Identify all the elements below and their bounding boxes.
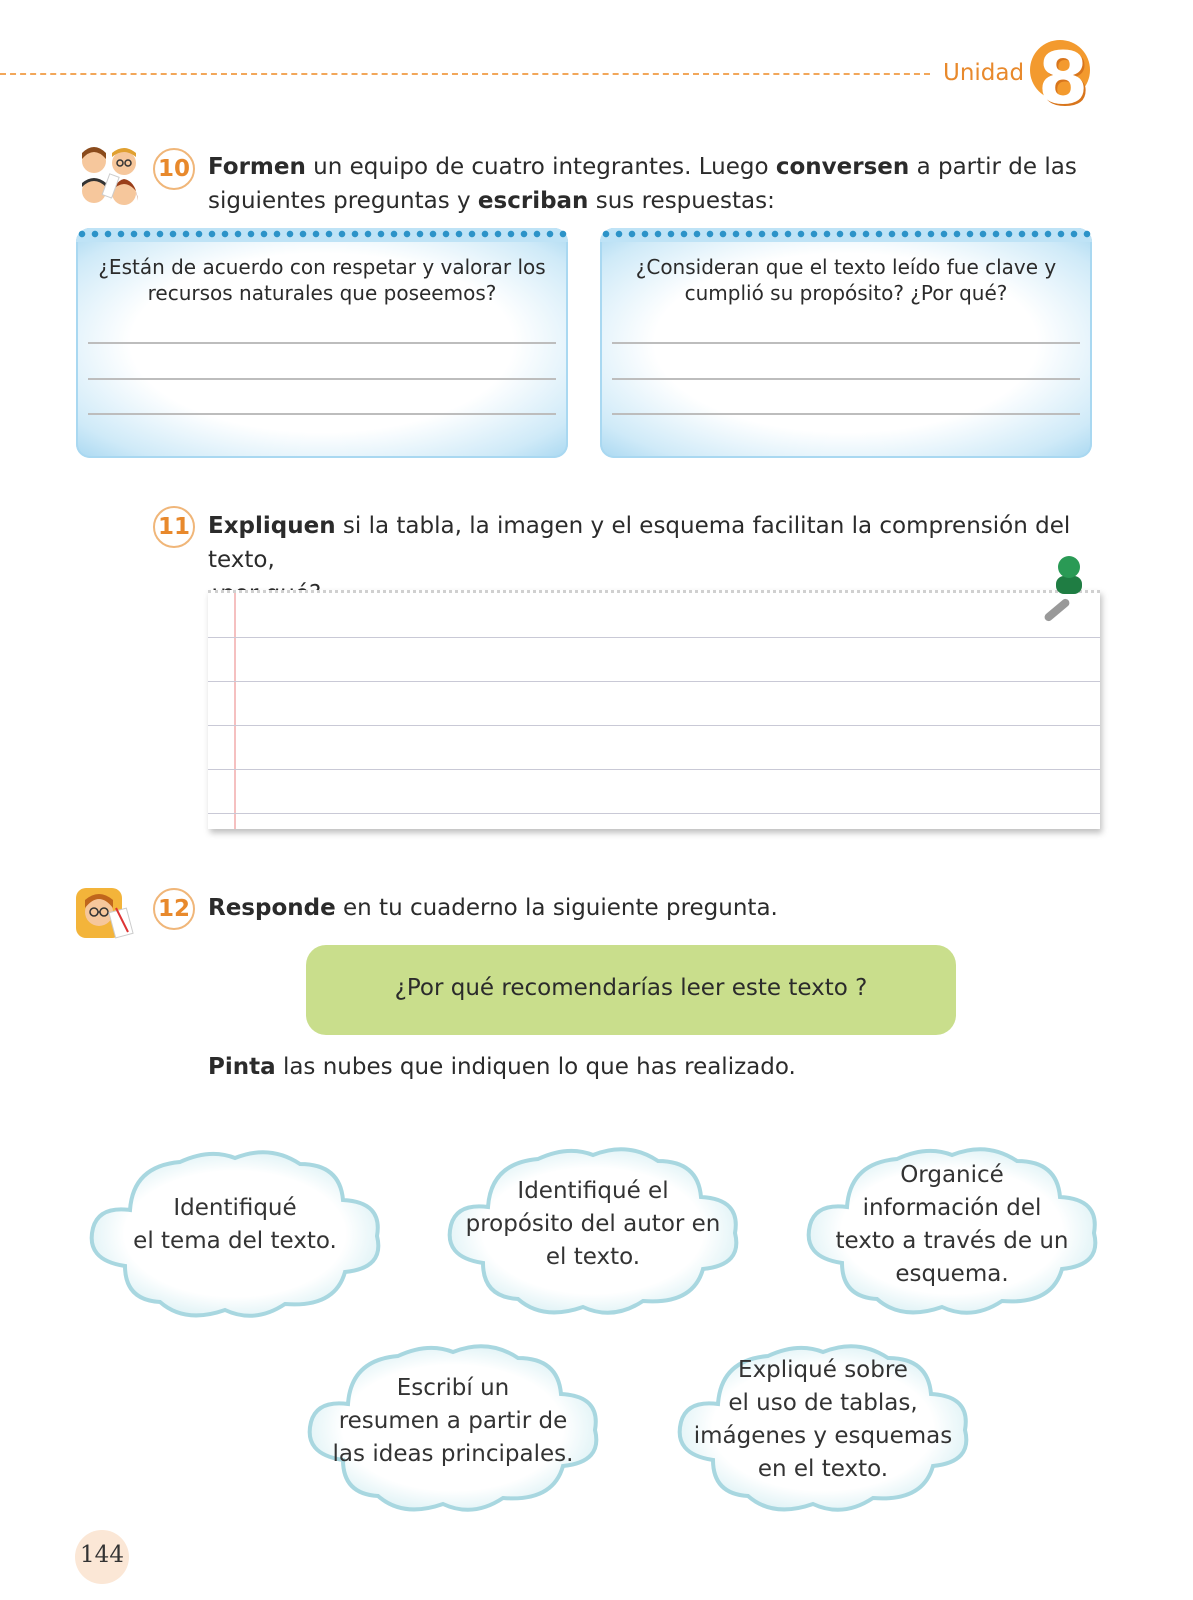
cloud-5-text	[673, 1354, 973, 1486]
paper-line-5	[208, 813, 1100, 814]
cloud-4-line-2: resumen a partir de	[338, 1408, 568, 1434]
cloud-3-line-4: esquema.	[895, 1261, 1009, 1287]
unit-number: 8	[1038, 36, 1089, 120]
page-number: 144	[80, 1542, 124, 1568]
paper-line-3	[208, 725, 1100, 726]
cloud-2-line-2: propósito del autor en	[465, 1211, 721, 1237]
card-1-question: ¿Están de acuerdo con respetar y valorar los recursos naturales que poseemos?	[98, 255, 546, 305]
cloud-3-line-1: Organicé	[900, 1162, 1004, 1188]
activity-10-text-1: un equipo de cuatro integrantes. Luego	[305, 154, 776, 180]
card-2-answer-line-3[interactable]	[612, 413, 1080, 415]
question-card-2	[600, 228, 1092, 458]
card-1-answer-line-2[interactable]	[88, 378, 556, 380]
card-2-spiral	[600, 224, 1092, 240]
notebook-paper-answer[interactable]	[208, 590, 1100, 829]
cloud-5-line-1: Expliqué sobre	[738, 1357, 908, 1383]
activity-11-verb-expliquen: Expliquen	[208, 513, 336, 539]
cloud-3[interactable]	[802, 1145, 1102, 1317]
cloud-1-text	[85, 1192, 385, 1258]
card-2-answer-line-1[interactable]	[612, 342, 1080, 344]
cloud-1-line-1: Identifiqué	[173, 1195, 297, 1221]
cloud-2-line-1: Identifiqué el	[517, 1178, 669, 1204]
card-2-answer-line-2[interactable]	[612, 378, 1080, 380]
activity-10-text-2: a partir de las	[909, 154, 1077, 180]
cloud-5[interactable]	[673, 1342, 973, 1514]
cloud-4-line-3: las ideas principales.	[332, 1441, 574, 1467]
unit-label: Unidad	[943, 60, 1025, 86]
student-writing-icon	[76, 888, 136, 944]
paper-line-2	[208, 681, 1100, 682]
paint-instruction	[208, 1050, 1108, 1084]
header-dashed-line	[0, 73, 930, 75]
paper-line-1	[208, 637, 1100, 638]
paper-line-4	[208, 769, 1100, 770]
paint-text: las nubes que indiquen lo que has realizado.	[275, 1054, 796, 1080]
activity-12-number: 12	[153, 888, 195, 930]
pushpin-icon	[1056, 576, 1082, 594]
cloud-5-line-3: imágenes y esquemas	[693, 1423, 953, 1449]
cloud-2[interactable]	[443, 1145, 743, 1317]
card-2-question: ¿Consideran que el texto leído fue clave y cumplió su propósito? ¿Por qué?	[635, 255, 1057, 305]
paper-margin-line	[234, 593, 236, 829]
question-banner-text: ¿Por qué recomendarías leer este texto ?	[394, 975, 868, 1001]
cloud-3-line-2: información del	[862, 1195, 1042, 1221]
cloud-5-line-2: el uso de tablas,	[728, 1390, 918, 1416]
cloud-1[interactable]	[85, 1148, 385, 1320]
paint-verb: Pinta	[208, 1054, 276, 1080]
activity-12-verb-responde: Responde	[208, 895, 336, 921]
cloud-5-line-4: en el texto.	[757, 1456, 889, 1482]
cloud-2-text	[443, 1175, 743, 1274]
activity-10-text-3: siguientes preguntas y	[208, 188, 478, 214]
activity-10-verb-conversen: conversen	[775, 154, 910, 180]
activity-10-verb-formen: Formen	[208, 154, 306, 180]
activity-10-text-4: sus respuestas:	[588, 188, 775, 214]
question-card-1	[76, 228, 568, 458]
activity-10-instruction	[208, 150, 1108, 218]
activity-10-number: 10	[153, 148, 195, 190]
pushpin-head	[1058, 556, 1080, 578]
card-1-answer-line-1[interactable]	[88, 342, 556, 344]
card-1-spiral	[76, 224, 568, 240]
cloud-4-line-1: Escribí un	[396, 1375, 510, 1401]
cloud-4[interactable]	[303, 1342, 603, 1514]
activity-11-number: 11	[153, 506, 195, 548]
cloud-1-line-2: el tema del texto.	[133, 1228, 337, 1254]
group-kids-icon	[76, 145, 142, 209]
cloud-3-text	[802, 1159, 1102, 1291]
activity-12-instruction	[208, 891, 1108, 925]
card-1-answer-line-3[interactable]	[88, 413, 556, 415]
cloud-4-text	[303, 1372, 603, 1471]
cloud-2-line-3: el texto.	[545, 1244, 641, 1270]
activity-12-text-1: en tu cuaderno la siguiente pregunta.	[335, 895, 778, 921]
activity-10-verb-escriban: escriban	[477, 188, 589, 214]
cloud-3-line-3: texto a través de un	[835, 1228, 1069, 1254]
activity-11-text-1: si la tabla, la imagen y el esquema facilitan la comprensión del texto,	[208, 513, 1071, 573]
